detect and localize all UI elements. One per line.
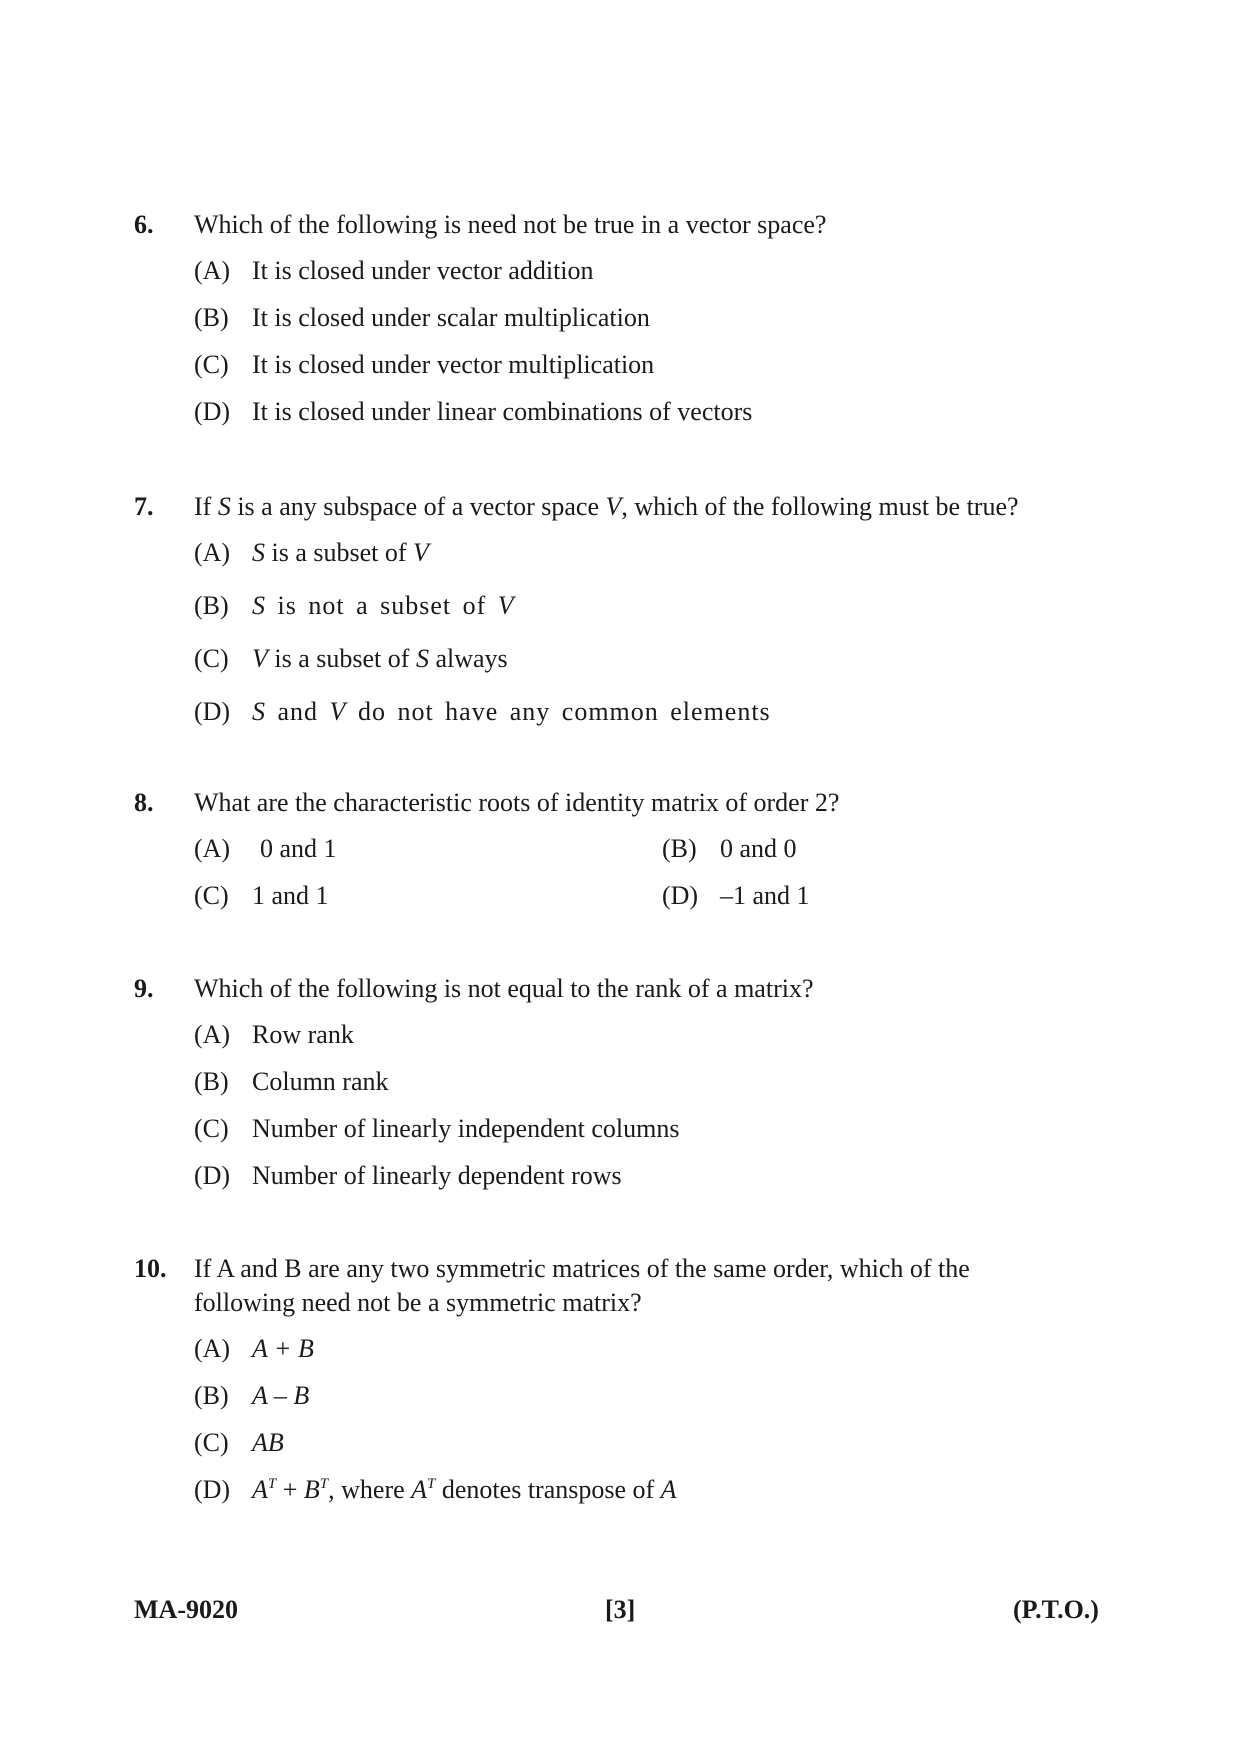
option-label: (A) [194,256,231,285]
option-text: 0 and 1 [260,834,337,863]
option-text: It is closed under vector multiplication [252,350,655,379]
option-a [194,1332,314,1366]
question-number: 6. [134,210,154,239]
option-text: 1 and 1 [252,881,329,910]
option-label: (B) [662,834,697,863]
option-c [194,348,654,382]
option-text: Row rank [252,1020,354,1049]
option-text: It is closed under scalar multiplication [252,303,650,332]
option-text: Number of linearly independent columns [252,1114,680,1143]
option-text: S is a subset of V [252,538,429,567]
option-label: (A) [194,1334,231,1363]
option-text: S and V do not have any common elements [252,697,771,726]
option-label: (B) [194,303,229,332]
option-d [194,395,752,429]
option-b [662,832,797,866]
question-text: Which of the following is not equal to the rank of a matrix? [194,974,814,1003]
option-label: (C) [194,644,229,673]
option-text: It is closed under linear combinations of vectors [252,397,753,426]
option-label: (D) [662,881,699,910]
option-text: V is a subset of S always [252,644,508,673]
option-a [194,1018,354,1052]
option-text: A – B [252,1381,310,1410]
option-c [194,879,329,913]
option-c [194,642,508,676]
option-label: (D) [194,1161,231,1190]
option-label: (D) [194,697,231,726]
option-label: (A) [194,538,231,567]
option-label: (B) [194,591,229,620]
option-label: (A) [194,1020,231,1049]
question-number: 7. [134,492,154,521]
option-d [194,1473,677,1507]
option-text: –1 and 1 [720,881,810,910]
option-a [194,536,429,570]
option-label: (D) [194,1475,231,1504]
option-text: AB [252,1428,284,1457]
option-text: $A^T + B^T$, where $A^T$ denotes transpose of A [252,1475,677,1504]
option-text: S is not a subset of V [252,591,515,620]
question-text: If S is a any subspace of a vector space V, which of the following must be true? [194,492,1019,521]
option-d [662,879,810,913]
option-label: (B) [194,1381,229,1410]
question-number: 8. [134,788,154,817]
option-b [194,1065,389,1099]
page-number: [3] [605,1595,636,1624]
option-a [194,254,594,288]
question-text: Which of the following is need not be true in a vector space? [194,210,827,239]
option-label: (C) [194,1114,229,1143]
option-c [194,1426,284,1460]
option-label: (A) [194,834,231,863]
please-turn-over: (P.T.O.) [1013,1595,1099,1624]
option-d [194,695,771,729]
option-label: (C) [194,881,229,910]
question-text-line-2: following need not be a symmetric matrix? [194,1288,642,1317]
question-text [194,1252,1144,1320]
question-number: 10. [134,1254,167,1283]
question-number: 9. [134,974,154,1003]
option-text: It is closed under vector addition [252,256,594,285]
option-b [194,1379,309,1413]
option-b [194,301,650,335]
option-d [194,1159,622,1193]
question-text: What are the characteristic roots of identity matrix of order 2? [194,788,840,817]
paper-code: MA-9020 [134,1595,238,1624]
option-c [194,1112,679,1146]
option-text: Column rank [252,1067,389,1096]
option-a [194,832,337,866]
option-text: Number of linearly dependent rows [252,1161,622,1190]
option-label: (C) [194,350,229,379]
question-text-line-1: If A and B are any two symmetric matrices of the same order, which of the [194,1254,970,1283]
option-text: 0 and 0 [720,834,797,863]
option-label: (C) [194,1428,229,1457]
option-label: (B) [194,1067,229,1096]
option-b [194,589,515,623]
option-label: (D) [194,397,231,426]
option-text: A + B [252,1334,314,1363]
